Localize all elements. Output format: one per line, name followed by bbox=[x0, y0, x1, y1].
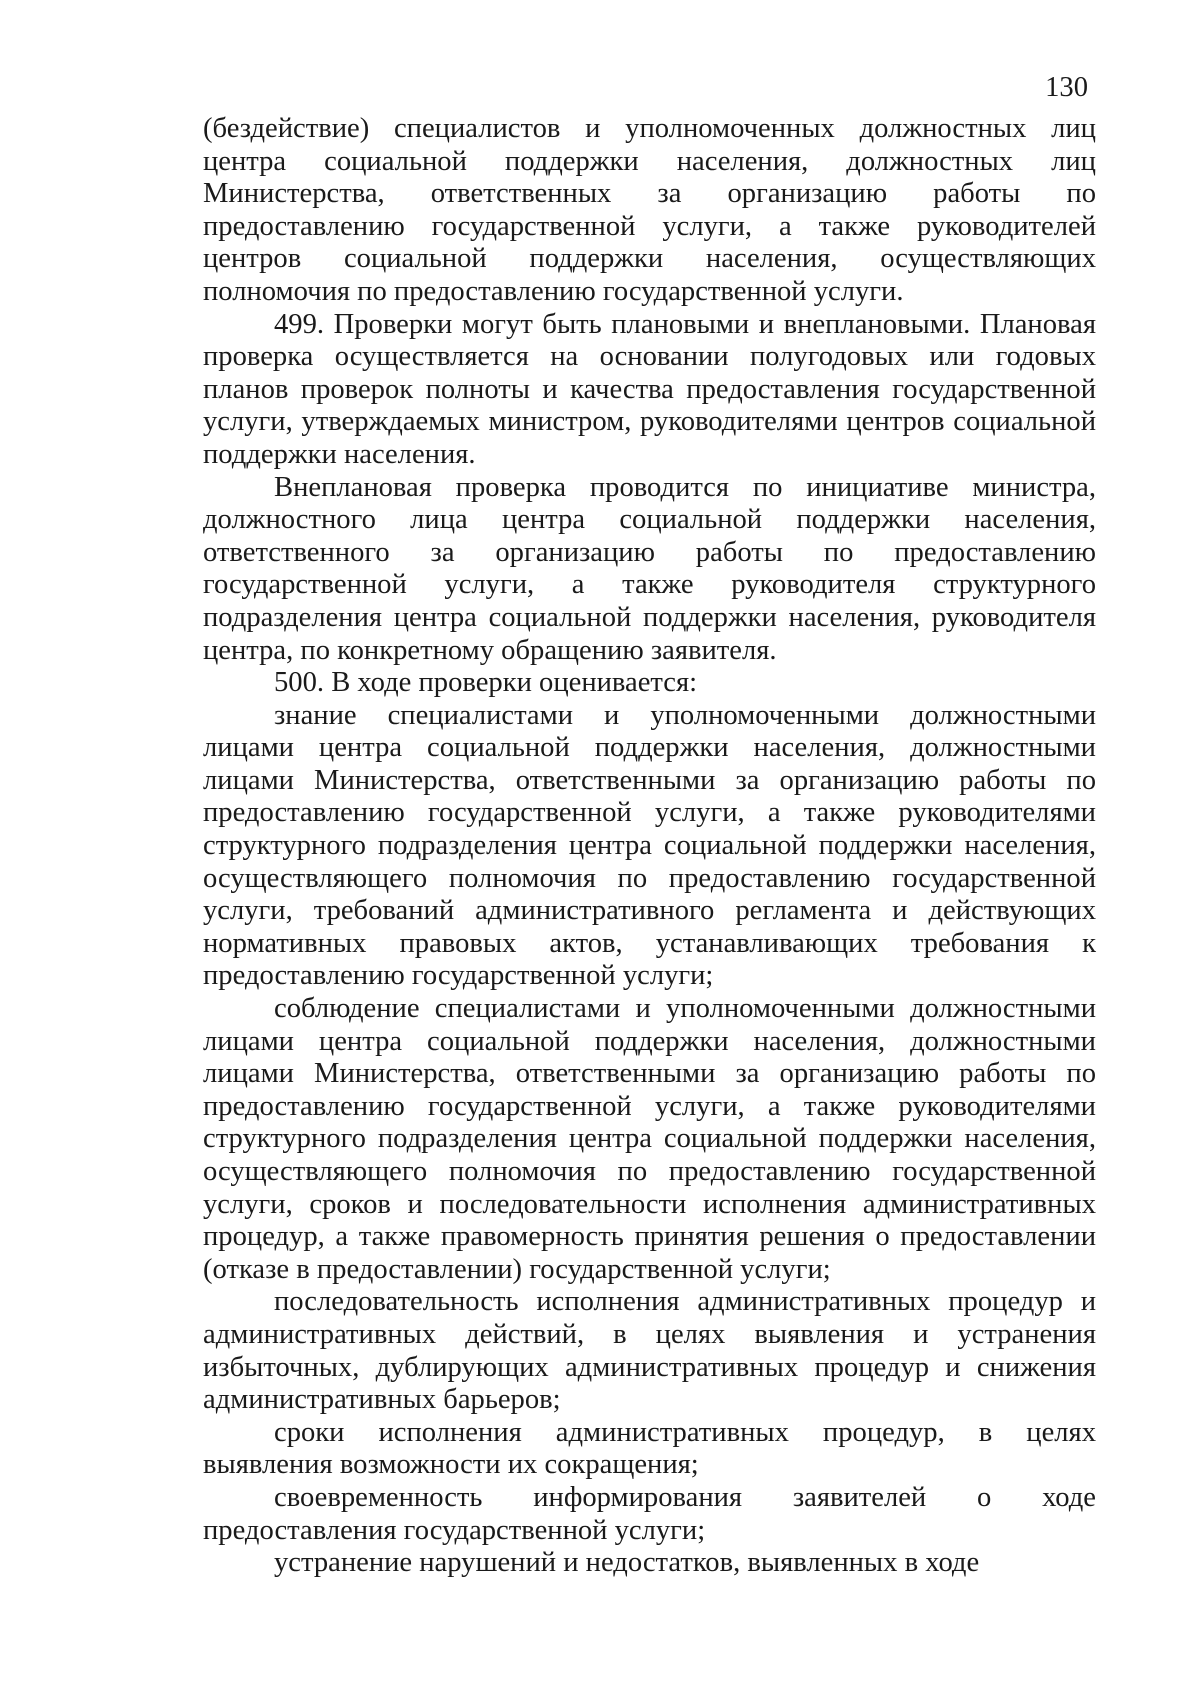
paragraph-elimination: устранение нарушений и недостатков, выявленных в ходе bbox=[274, 1547, 980, 1579]
paragraph-500: 500. В ходе проверки оценивается: bbox=[274, 667, 698, 699]
document-body bbox=[203, 113, 1096, 1580]
paragraph-unscheduled-check: Внеплановая проверка проводится по инициативе министра, должностного лица центра социальной поддержки населения, ответственного за организацию работы по предоставлению государственной услуги, а также руководителя структурного подразделения центра социальной поддержки населения, руководителя центра, по конкретному обращению заявителя. bbox=[203, 471, 1096, 666]
paragraph-deadlines: сроки исполнения административных процедур, в целях выявления возможности их сокращения; bbox=[203, 1416, 1096, 1481]
paragraph-timeliness: своевременность информирования заявителей о ходе предоставления государственной услуги; bbox=[203, 1481, 1096, 1546]
paragraph-499: 499. Проверки могут быть плановыми и внеплановыми. Плановая проверка осуществляется на основании полугодовых или годовых планов проверок полноты и качества предоставления государственной услуги, утверждаемых министром, руководителями центров социальной поддержки населения. bbox=[203, 308, 1096, 470]
paragraph-continuation: (бездействие) специалистов и уполномоченных должностных лиц центра социальной поддержки населения, должностных лиц Министерства, ответственных за организацию работы по предоставлению государственной услуги, а также руководителей центров социальной поддержки населения, осуществляющих полномочия по предоставлению государственной услуги. bbox=[203, 113, 1096, 307]
paragraph-compliance: соблюдение специалистами и уполномоченными должностными лицами центра социальной поддержки населения, должностными лицами Министерства, ответственными за организацию работы по предоставлению государственной услуги, а также руководителями структурного подразделения центра социальной поддержки населения, осуществляющего полномочия по предоставлению государственной услуги, сроков и последовательности исполнения административных процедур, а также правомерность принятия решения о предоставлении (отказе в предоставлении) государственной услуги; bbox=[203, 993, 1096, 1285]
page-number: 130 bbox=[1045, 72, 1088, 103]
paragraph-sequence: последовательность исполнения административных процедур и административных действий, в целях выявления и устранения избыточных, дублирующих административных процедур и снижения административных барьеров; bbox=[203, 1286, 1096, 1416]
paragraph-knowledge: знание специалистами и уполномоченными должностными лицами центра социальной поддержки населения, должностными лицами Министерства, ответственными за организацию работы по предоставлению государственной услуги, а также руководителями структурного подразделения центра социальной поддержки населения, осуществляющего полномочия по предоставлению государственной услуги, требований административного регламента и действующих нормативных правовых актов, устанавливающих требования к предоставлению государственной услуги; bbox=[203, 699, 1096, 992]
